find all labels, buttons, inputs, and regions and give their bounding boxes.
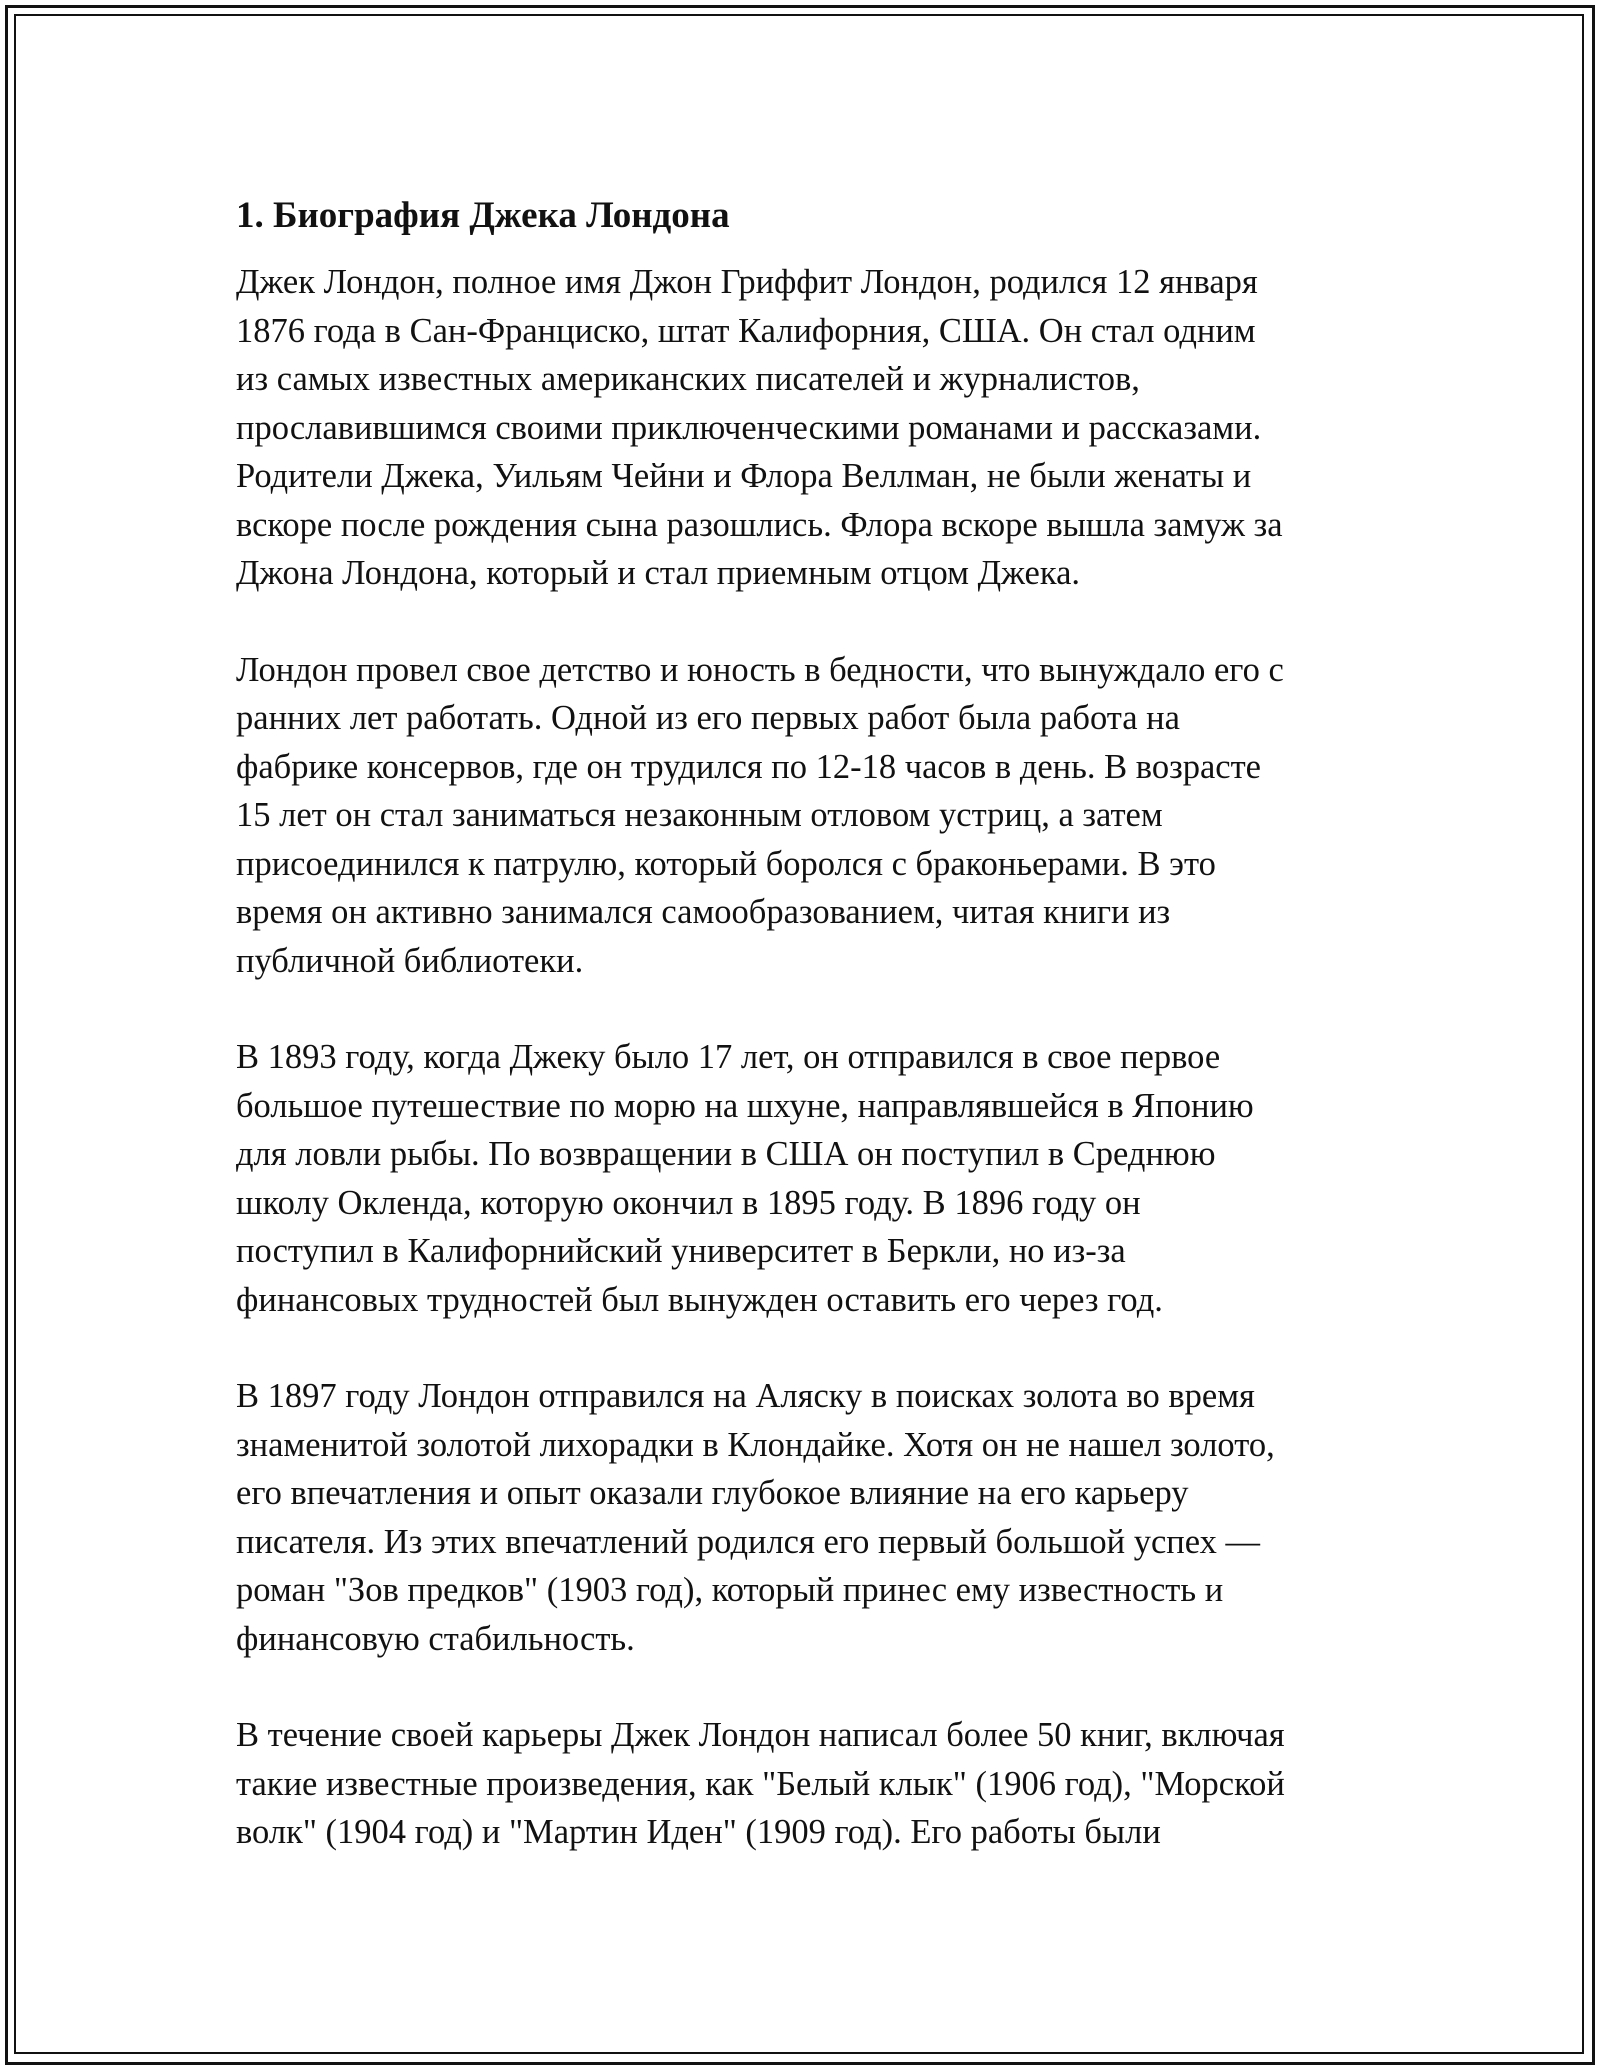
paragraph-line: Родители Джека, Уильям Чейни и Флора Веллман, не были женаты и [236, 457, 1252, 495]
paragraph-line: ранних лет работать. Одной из его первых работ была работа на [236, 699, 1180, 737]
document-body [236, 190, 1376, 1905]
paragraph-line: волк" (1904 год) и "Мартин Иден" (1909 год). Его работы были [236, 1813, 1161, 1851]
paragraph-line: 15 лет он стал заниматься незаконным отловом устриц, а затем [236, 796, 1163, 834]
paragraph-line: Джона Лондона, который и стал приемным отцом Джека. [236, 554, 1081, 592]
section-heading: 1. Биография Джека Лондона [236, 195, 730, 236]
paragraph-line: время он активно занимался самообразованием, читая книги из [236, 893, 1171, 931]
paragraph-line: роман "Зов предков" (1903 год), который принес ему известность и [236, 1571, 1224, 1609]
paragraph-line: писателя. Из этих впечатлений родился его первый большой успех — [236, 1522, 1260, 1561]
paragraph-line: присоединился к патрулю, который боролся с браконьерами. В это [236, 844, 1216, 883]
paragraph-line: прославившимся своими приключенческими романами и рассказами. [236, 408, 1262, 447]
paragraph-line: поступил в Калифорнийский университет в Беркли, но из-за [236, 1232, 1126, 1270]
paragraph [236, 258, 1376, 598]
paragraph-line: В 1897 году Лондон отправился на Аляску в поисках золота во время [236, 1377, 1255, 1415]
paragraph-line: такие известные произведения, как "Белый клык" (1906 год), "Морской [236, 1764, 1285, 1803]
paragraph-line: фабрике консервов, где он трудился по 12-18 часов в день. В возрасте [236, 747, 1261, 786]
paragraph-line: школу Окленда, которую окончил в 1895 году. В 1896 году он [236, 1183, 1141, 1222]
paragraph [236, 1711, 1376, 1857]
paragraph-line: его впечатления и опыт оказали глубокое влияние на его карьеру [236, 1474, 1189, 1512]
paragraph-line: из самых известных американских писателей и журналистов, [236, 360, 1140, 398]
paragraph [236, 1033, 1376, 1324]
paragraph-line: В 1893 году, когда Джеку было 17 лет, он отправился в свое первое [236, 1038, 1221, 1076]
paragraph-line: большое путешествие по морю на шхуне, направлявшейся в Японию [236, 1086, 1254, 1125]
paragraph-line: знаменитой золотой лихорадки в Клондайке. Хотя он не нашел золото, [236, 1425, 1275, 1464]
paragraph-line: для ловли рыбы. По возвращении в США он поступил в Среднюю [236, 1135, 1216, 1173]
paragraph [236, 646, 1376, 986]
paragraph [236, 1372, 1376, 1663]
paragraph-list [236, 258, 1376, 1857]
paragraph-line: публичной библиотеки. [236, 941, 584, 980]
paragraph-line: финансовую стабильность. [236, 1619, 635, 1658]
paragraph-line: Лондон провел свое детство и юность в бедности, что вынуждало его с [236, 650, 1284, 689]
paragraph-line: вскоре после рождения сына разошлись. Флора вскоре вышла замуж за [236, 505, 1283, 544]
paragraph-line: В течение своей карьеры Джек Лондон написал более 50 книг, включая [236, 1716, 1285, 1754]
paragraph-line: 1876 года в Сан-Франциско, штат Калифорния, США. Он стал одним [236, 311, 1256, 350]
paragraph-line: финансовых трудностей был вынужден оставить его через год. [236, 1280, 1163, 1319]
paragraph-line: Джек Лондон, полное имя Джон Гриффит Лондон, родился 12 января [236, 263, 1258, 301]
